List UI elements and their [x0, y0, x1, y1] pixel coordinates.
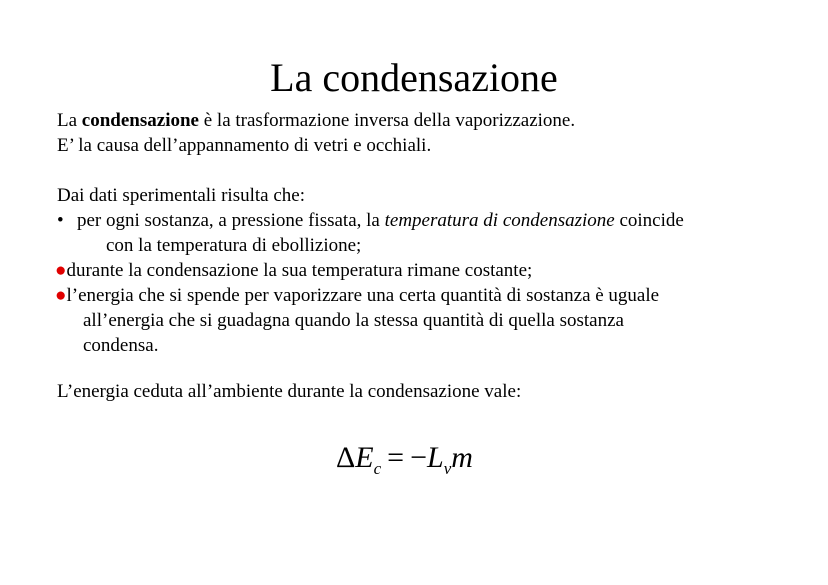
bullet-3 [55, 284, 659, 308]
bullet-3-line-3: condensa. [83, 335, 159, 356]
intro-line-1-prefix: La [57, 110, 82, 131]
bullet-2 [55, 259, 532, 283]
formula-E-subscript: c [373, 459, 382, 478]
bullet-2-marker: ● [55, 260, 67, 281]
slide-title: La condensazione [270, 55, 558, 100]
bullet-2-text: durante la condensazione la sua temperatura rimane costante; [66, 260, 533, 281]
formula-L: L [427, 441, 444, 474]
bullet-3-line-2: all’energia che si guadagna quando la stessa quantità di quella sostanza [83, 310, 624, 331]
bullet-1-suffix: coincide [614, 210, 684, 231]
bullet-1-continuation: con la temperatura di ebollizione; [106, 235, 362, 256]
bullet-1-prefix: per ogni sostanza, a pressione fissata, la [77, 210, 385, 231]
formula-equals: = [387, 441, 405, 474]
experimental-heading: Dai dati sperimentali risulta che: [57, 185, 305, 206]
intro-line-1 [57, 109, 575, 133]
formula-E: E [355, 441, 374, 474]
formula-L-subscript: v [443, 459, 452, 478]
bullet-3-text: l’energia che si spende per vaporizzare una certa quantità di sostanza è uguale [66, 285, 660, 306]
condensation-energy-formula [336, 438, 473, 478]
bullet-1 [57, 209, 684, 233]
intro-line-2: E’ la causa dell’appannamento di vetri e occhiali. [57, 135, 432, 156]
formula-minus: − [410, 441, 428, 474]
formula-m: m [451, 441, 473, 474]
intro-keyword: condensazione [81, 110, 199, 131]
bullet-1-italic: temperatura di condensazione [384, 210, 615, 231]
intro-line-1-suffix: è la trasformazione inversa della vaporizzazione. [198, 110, 576, 131]
bullet-3-marker: ● [55, 285, 67, 306]
bullet-1-marker: • [57, 210, 64, 231]
formula-delta: Δ [336, 441, 356, 474]
energy-text: L’energia ceduta all’ambiente durante la condensazione vale: [57, 381, 522, 402]
